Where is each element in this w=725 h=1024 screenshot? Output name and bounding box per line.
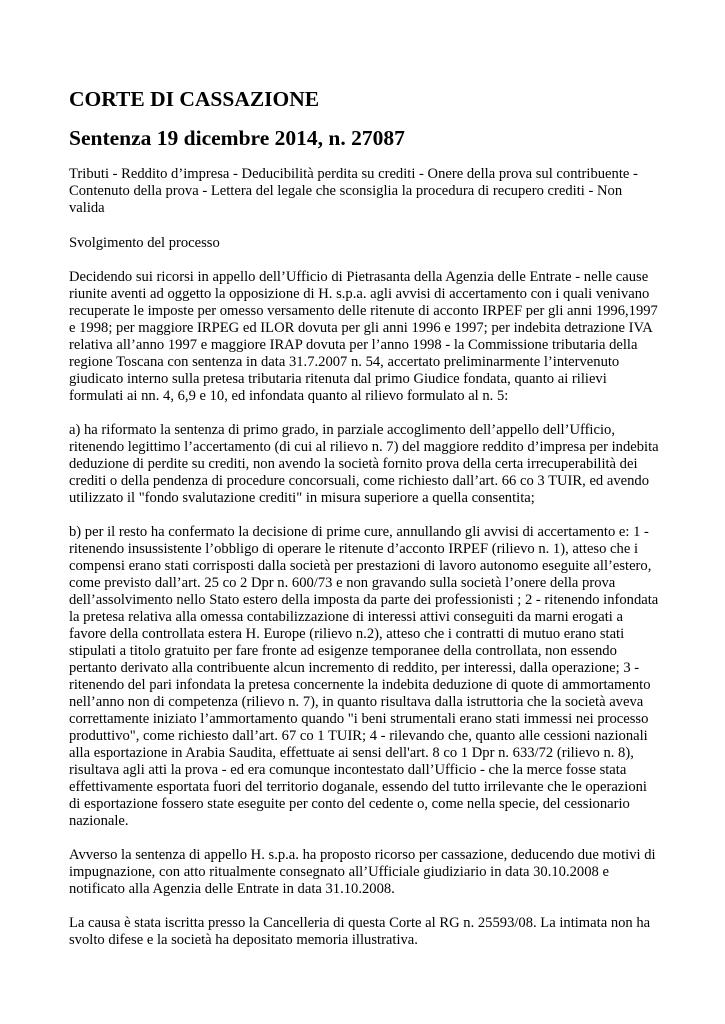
paragraph-point-a: a) ha riformato la sentenza di primo grado, in parziale accoglimento dell’appello dell’Ufficio, ritenendo legittimo l’accertamento (di cui al rilievo n. 7) del maggiore reddito d’impresa per indebita deduzione di perdite su crediti, non avendo la società fornito prova della certa irrecuperabilità dei crediti o della pendenza di procedure concorsuali, come richiesto dall’art. 66 co 3 TUIR, ed avendo utilizzato il "fondo svalutazione crediti" in misura superiore a quella consentita; [69,422,659,506]
paragraph-appeal: Avverso la sentenza di appello H. s.p.a. ha proposto ricorso per cassazione, deducendo due motivi di impugnazione, con atto ritualmente consegnato all’Ufficiale giudiziario in data 30.10.2008 e notificato alla Agenzia delle Entrate in data 31.10.2008. [69,847,656,897]
paragraph-intro: Decidendo sui ricorsi in appello dell’Ufficio di Pietrasanta della Agenzia delle Entrate - nelle cause riunite aventi ad oggetto la opposizione di H. s.p.a. agli avvisi di accertamento con i quali venivano recuperate le imposte per omesso versamento delle ritenute di acconto IRPEF per gli anni 1996,1997 e 1998; per maggiore IRPEG ed ILOR dovuta per gli anni 1996 e 1997; per indebita detrazione IVA relativa all’anno 1997 e maggiore IRAP dovuta per l’anno 1998 - la Commissione tributaria della regione Toscana con sentenza in data 31.7.2007 n. 54, accertato preliminarmente l’intervenuto giudicato interno sulla pretesa tributaria ritenuta dal primo Giudice fondata, quanto ai rilievi formulati ai nn. 4, 6,9 e 10, ed infondata quanto al rilievo formulato al n. 5: [69,269,658,404]
document-page [69,86,659,949]
section-heading: Svolgimento del processo [69,235,220,251]
abstract-keywords: Tributi - Reddito d’impresa - Deducibilità perdita su crediti - Onere della prova sul contribuente - Contenuto della prova - Lettera del legale che sconsiglia la procedura di recupero crediti - Non valida [69,166,638,216]
sentence-title: Sentenza 19 dicembre 2014, n. 27087 [69,126,405,150]
court-name: CORTE DI CASSAZIONE [69,87,320,111]
paragraph-point-b: b) per il resto ha confermato la decisione di prime cure, annullando gli avvisi di accertamento e: 1 - ritenendo insussistente l’obbligo di operare le ritenute d’acconto IRPEF (rilievo n. 1), atteso che i compensi erano stati corrisposti dalla società per prestazioni di lavoro autonomo eseguite all’estero, come previsto dall’art. 25 co 2 Dpr n. 600/73 e non gravando sulla società l’onere della prova dell’assolvimento nello Stato estero della imposta da parte dei professionisti ; 2 - ritenendo infondata la pretesa relativa alla omessa contabilizzazione di interessi attivi conseguiti da marni erogati a favore della controllata estera H. Europe (rilievo n.2), atteso che i contratti di mutuo erano stati stipulati a titolo gratuito per fare fronte ad esigenze temporanee della controllata, non essendo pertanto derivato alla contribuente alcun incremento di reddito, per interessi, dalla operazione; 3 - ritenendo del pari infondata la pretesa concernente la indebita deduzione di quote di ammortamento nell’anno non di competenza (rilievo n. 7), in quanto risultava dalla istruttoria che la società aveva correttamente iniziato l’ammortamento quando "i beni strumentali erano stati immessi nei processo produttivo", come richiesto dall’art. 67 co 1 TUIR; 4 - rilevando che, quanto alle cessioni nazionali alla esportazione in Arabia Saudita, effettuate ai sensi dell'art. 8 co 1 Dpr n. 633/72 (rilievo n. 8), risultava agli atti la prova - ed era comunque incontestato dall’Ufficio - che la merce fosse stata effettivamente esportata fuori del territorio doganale, essendo del tutto irrilevante che le operazioni di esportazione fossero state eseguite per conto del cedente o, come nella specie, del cessionario nazionale. [69,524,659,829]
paragraph-registration: La causa è stata iscritta presso la Cancelleria di questa Corte al RG n. 25593/08. La intimata non ha svolto difese e la società ha depositato memoria illustrativa. [69,915,651,948]
